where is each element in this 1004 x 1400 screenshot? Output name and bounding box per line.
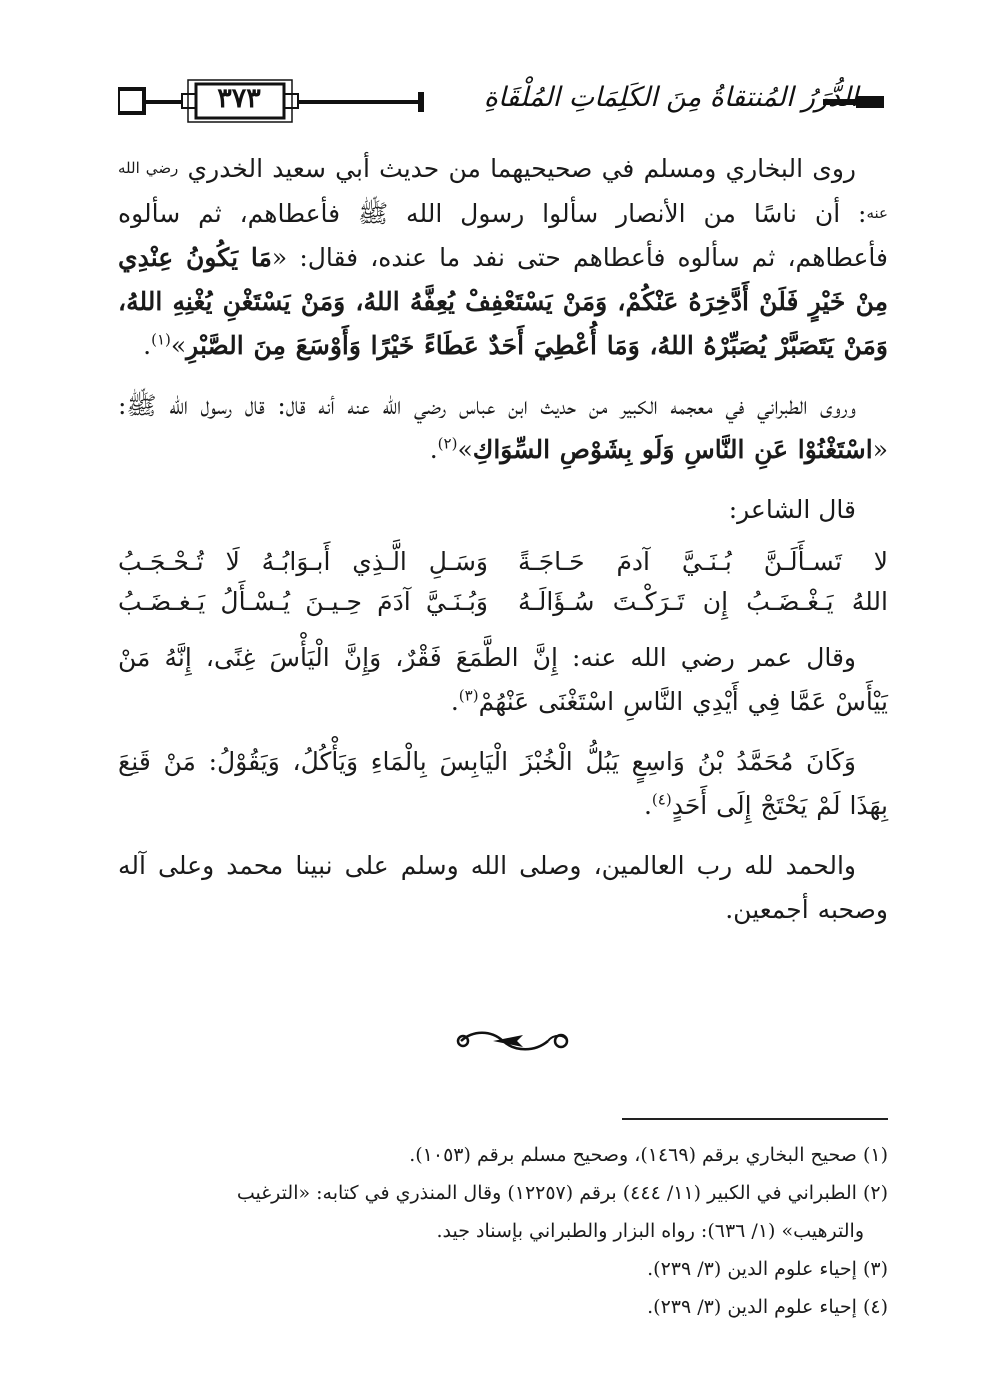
footnote-4: (٤) إحياء علوم الدين (٣/ ٢٣٩). <box>647 1296 888 1318</box>
poem <box>118 542 888 622</box>
paragraph-closing-praise: والحمد لله رب العالمين، وصلى الله وسلم على نبينا محمد وعلى آله وصحبه أجمعين. <box>118 851 888 924</box>
page-number: ٣٧٣ <box>217 83 261 114</box>
main-text <box>118 146 888 948</box>
hadith-text: اسْتَغْنُوْا عَنِ النَّاسِ وَلَو بِشَوْصِ السِّوَاكِ <box>472 435 873 464</box>
paragraph-text: وقال عمر رضي الله عنه: إِنَّ الطَّمَعَ فَقْرٌ، وَإِنَّ الْيَأْسَ غِنًى، إِنَّهُ مَنْ يَيْأَسْ عَمَّا فِي أَيْدِي النَّاسِ اسْتَغْنَى عَنْهُمْ <box>118 643 888 716</box>
footnote-1: (١) صحيح البخاري برقم (١٤٦٩)، وصحيح مسلم برقم (١٠٥٣). <box>409 1144 888 1166</box>
honorific: رضي الله عنه <box>118 159 888 222</box>
page-header <box>118 78 888 124</box>
paragraph-muhammad-ibn-wasi: وَكَانَ مُحَمَّدُ بْنُ وَاسِعٍ يَبُلُّ الْخُبْزَ الْيَابِسَ بِالْمَاءِ وَيَأْكُلُ، وَيَقُوْلُ: مَنْ قَنِعَ بِهَذَا لَمْ يَحْتَجْ إِلَى أَحَدٍ$^{(٤)}$. <box>118 747 888 820</box>
paragraph-text: روى البخاري ومسلم في صحيحيهما من حديث أبي سعيد الخدري <box>187 154 856 183</box>
verse-first-hemistich: اللهُ يَـغْـضَـبُ إِن تَـرَكْـتَ سُـؤَالَـهُ <box>518 587 888 616</box>
paragraph-umar: وقال عمر رضي الله عنه: إِنَّ الطَّمَعَ فَقْرٌ، وَإِنَّ الْيَأْسَ غِنًى، إِنَّهُ مَنْ يَيْأَسْ عَمَّا فِي أَيْدِي النَّاسِ اسْتَغْنَى عَنْهُمْ$^{(٣)}$. <box>118 643 888 716</box>
footnote-ref-4: (٤) <box>651 790 672 809</box>
paragraph-text: وروى الطبراني في معجمه الكبير من حديث ابن عباس رضي الله عنه أنه قال: قال رسول الله ﷺ: « <box>118 391 888 464</box>
paragraph-text: وَكَانَ مُحَمَّدُ بْنُ وَاسِعٍ يَبُلُّ الْخُبْزَ الْيَابِسَ بِالْمَاءِ وَيَأْكُلُ، وَيَقُوْلُ: مَنْ قَنِعَ بِهَذَا لَمْ يَحْتَجْ إِلَى أَحَدٍ <box>118 747 888 820</box>
footnote-ref-1: (١) <box>151 330 171 349</box>
paragraph-text-cont: : أن ناسًا من الأنصار سألوا رسول الله ﷺ فأعطاهم، ثم سألوه فأعطاهم، ثم سألوه فأعطاهم حتى نفد ما عنده، فقال: « <box>118 199 888 272</box>
paragraph-tabarani: وروى الطبراني في معجمه الكبير من حديث ابن عباس رضي الله عنه أنه قال: قال رسول الله ﷺ: «اسْتَغْنُوْا عَنِ النَّاسِ وَلَو بِشَوْصِ السِّوَاكِ»$^{(٢)}$. <box>118 391 888 464</box>
poem-verse <box>118 582 888 622</box>
book-page <box>118 0 888 1400</box>
book-title: الدُّرَرُ المُنتقاةُ مِنَ الكَلِمَاتِ المُلْقَاةِ <box>483 82 858 113</box>
verse-first-hemistich: لا تَسـأَلَـنَّ بُـنَـيَّ آدمَ حَـاجَـةً <box>518 547 888 576</box>
footnote-2-continued: والترهيب» (١/ ٦٣٦): رواه البزار والطبراني بإسناد جيد. <box>436 1220 864 1242</box>
quote-close: » <box>457 435 473 464</box>
verse-second-hemistich: وَسَـلِ الَّـذِي أَبـوَابُـهُ لَا تُـحْـجَـبُ <box>118 547 488 576</box>
footnotes <box>118 1136 888 1326</box>
quote-close: » <box>170 331 187 360</box>
footnote-ref-2: (٢) <box>437 434 458 453</box>
footnote-ref-3: (٣) <box>458 686 479 705</box>
footnote-3: (٣) إحياء علوم الدين (٣/ ٢٣٩). <box>647 1258 888 1280</box>
paragraph-bukhari-muslim: روى البخاري ومسلم في صحيحيهما من حديث أبي سعيد الخدري رضي الله عنه: أن ناسًا من الأنصار سألوا رسول الله ﷺ فأعطاهم، ثم سألوه فأعطاهم، ثم سألوه فأعطاهم حتى نفد ما عنده، فقال: «مَا يَكُونُ عِنْدِي مِنْ خَيْرٍ فَلَنْ أَدَّخِرَهُ عَنْكُمْ، وَمَنْ يَسْتَعْفِفْ يُعِفَّهُ اللهُ، وَمَنْ يَسْتَغْنِ يُغْنِهِ اللهُ، وَمَنْ يَتَصَبَّرْ يُصَبِّرْهُ اللهُ، وَمَا أُعْطِيَ أَحَدٌ عَطَاءً خَيْرًا وَأَوْسَعَ مِنَ الصَّبْرِ»$^{(١)}$. <box>118 154 888 360</box>
footnote-separator <box>622 1118 888 1120</box>
footnote-2: (٢) الطبراني في الكبير (١١/ ٤٤٤) برقم (١٢٢٥٧) وقال المنذري في كتابه: «الترغيب <box>236 1182 888 1204</box>
verse-second-hemistich: وَبُـنَـيَّ آدَمَ حِـيـنَ يُـسْـأَلُ يَـغـضَـبُ <box>118 587 488 616</box>
section-end-ornament <box>453 1026 573 1056</box>
poet-label: قال الشاعر: <box>728 495 856 524</box>
poem-verse <box>118 542 888 582</box>
hadith-text: مَا يَكُونُ عِنْدِي مِنْ خَيْرٍ فَلَنْ أَدَّخِرَهُ عَنْكُمْ، وَمَنْ يَسْتَعْفِفْ يُعِفَّهُ اللهُ، وَمَنْ يَسْتَغْنِ يُغْنِهِ اللهُ، وَمَنْ يَتَصَبَّرْ يُصَبِّرْهُ اللهُ، وَمَا أُعْطِيَ أَحَدٌ عَطَاءً خَيْرًا وَأَوْسَعَ مِنَ الصَّبْرِ <box>118 243 888 360</box>
